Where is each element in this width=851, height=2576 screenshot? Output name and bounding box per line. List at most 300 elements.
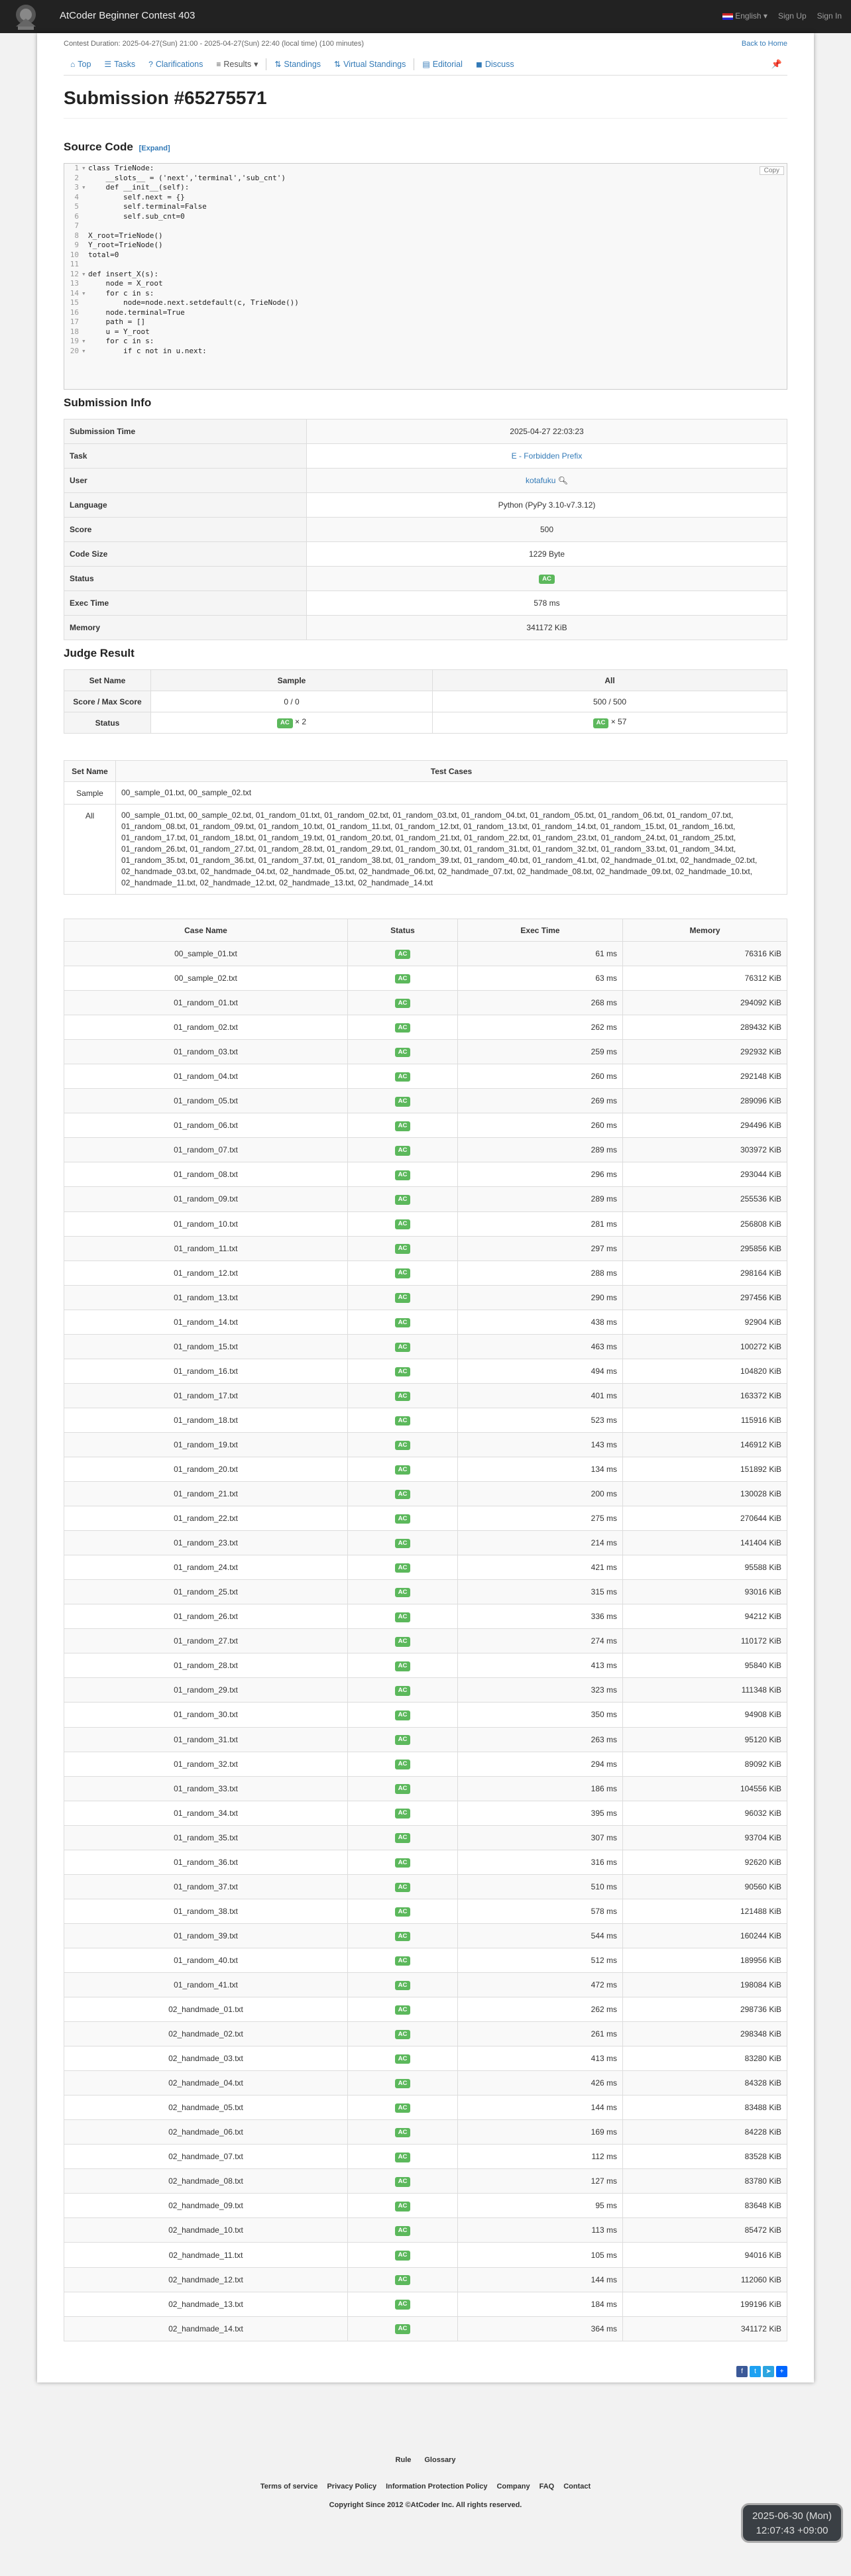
case-status: [348, 2169, 458, 2194]
case-exec-time: 261 ms: [458, 2022, 623, 2046]
case-memory: 256808 KiB: [623, 1211, 787, 1236]
status-badge: AC: [395, 1465, 411, 1475]
case-name: 01_random_06.txt: [64, 1113, 348, 1138]
fold-marker-icon[interactable]: [82, 202, 88, 212]
case-status: [348, 2316, 458, 2341]
case-exec-time: 512 ms: [458, 1948, 623, 1972]
case-status: [348, 1236, 458, 1260]
info-key: Task: [64, 444, 307, 469]
case-name: 02_handmade_01.txt: [64, 1997, 348, 2022]
language-label: English: [735, 11, 762, 21]
case-memory: 83648 KiB: [623, 2194, 787, 2218]
case-name: 02_handmade_12.txt: [64, 2267, 348, 2292]
case-exec-time: 316 ms: [458, 1850, 623, 1874]
judge-result-table: [64, 669, 787, 734]
task-link[interactable]: E - Forbidden Prefix: [511, 451, 583, 461]
clock-time: 12:07:43 +09:00: [756, 2525, 828, 2536]
status-badge: AC: [395, 1883, 411, 1892]
footer-link[interactable]: Company: [496, 2483, 530, 2491]
case-exec-time: 263 ms: [458, 1727, 623, 1752]
case-memory: 85472 KiB: [623, 2218, 787, 2243]
footer-links-secondary: [0, 2483, 851, 2491]
table-row: [64, 1064, 787, 1089]
source-code-heading: [64, 140, 170, 154]
code-text: self.next = {}: [88, 192, 185, 201]
code-line: [64, 308, 787, 318]
code-text: u = Y_root: [88, 327, 150, 336]
case-exec-time: 127 ms: [458, 2169, 623, 2194]
table-row: [64, 1113, 787, 1138]
case-exec-time: 95 ms: [458, 2194, 623, 2218]
title-divider: [64, 118, 787, 119]
line-number: 5: [74, 202, 79, 211]
case-memory: 89092 KiB: [623, 1752, 787, 1776]
case-name: 01_random_10.txt: [64, 1211, 348, 1236]
status-badge: AC: [395, 1612, 411, 1622]
tab-discuss[interactable]: [469, 60, 521, 69]
code-line: [64, 279, 787, 289]
fold-marker-icon[interactable]: ▾: [82, 183, 86, 192]
case-exec-time: 105 ms: [458, 2243, 623, 2267]
status-badge: AC: [395, 1907, 411, 1917]
fold-marker-icon[interactable]: ▾: [82, 346, 86, 355]
col-test-cases: Test Cases: [116, 761, 787, 782]
case-memory: 92620 KiB: [623, 1850, 787, 1874]
case-name: 01_random_18.txt: [64, 1408, 348, 1432]
language-selector[interactable]: English ▾: [722, 11, 767, 21]
code-text: total=0: [88, 250, 119, 259]
set-name-sample: Sample: [64, 782, 116, 805]
case-name: 02_handmade_09.txt: [64, 2194, 348, 2218]
case-name: 01_random_07.txt: [64, 1138, 348, 1162]
footer-link[interactable]: Information Protection Policy: [386, 2483, 488, 2491]
code-text: def __init__(self):: [88, 183, 190, 192]
case-memory: 289096 KiB: [623, 1089, 787, 1113]
case-name: 02_handmade_10.txt: [64, 2218, 348, 2243]
fold-marker-icon[interactable]: ▾: [82, 288, 86, 298]
table-row: [64, 1776, 787, 1801]
table-row: [64, 1703, 787, 1727]
col-all: All: [433, 670, 787, 691]
case-name: 02_handmade_02.txt: [64, 2022, 348, 2046]
case-exec-time: 336 ms: [458, 1604, 623, 1629]
table-row: [64, 1138, 787, 1162]
code-text: __slots__ = ('next','terminal','sub_cnt'): [88, 173, 286, 182]
info-key: Score: [64, 518, 307, 542]
code-text: node.terminal=True: [88, 308, 185, 317]
case-memory: 76316 KiB: [623, 942, 787, 966]
case-memory: 151892 KiB: [623, 1457, 787, 1481]
fold-marker-icon[interactable]: [82, 221, 88, 231]
code-line: [64, 241, 787, 251]
case-memory: 95588 KiB: [623, 1555, 787, 1580]
sort-icon: ⇅: [334, 59, 341, 69]
code-line: [64, 251, 787, 260]
case-status: [348, 1211, 458, 1236]
share-buttons: [736, 2366, 787, 2377]
tab-virtual-standings-label: Virtual Standings: [343, 59, 406, 69]
case-name: 01_random_15.txt: [64, 1334, 348, 1359]
case-status: [348, 942, 458, 966]
tab-standings[interactable]: [268, 60, 327, 69]
case-name: 01_random_27.txt: [64, 1629, 348, 1653]
case-status: [348, 2218, 458, 2243]
case-name: 01_random_36.txt: [64, 1850, 348, 1874]
fold-marker-icon[interactable]: [82, 327, 88, 337]
sign-in-link[interactable]: Sign In: [817, 11, 842, 21]
case-memory: 93016 KiB: [623, 1580, 787, 1604]
case-name: 01_random_20.txt: [64, 1457, 348, 1481]
contest-duration: Contest Duration: 2025-04-27(Sun) 21:00 - 2025-04-27(Sun) 22:40 (local time) (100 minutes): [64, 40, 365, 48]
code-line: [64, 202, 787, 212]
contest-title[interactable]: AtCoder Beginner Contest 403: [60, 10, 196, 21]
table-row: [64, 1089, 787, 1113]
fold-marker-icon[interactable]: [82, 212, 88, 222]
case-status: [348, 1604, 458, 1629]
case-memory: 303972 KiB: [623, 1138, 787, 1162]
table-row: [64, 1187, 787, 1211]
status-badge: AC: [395, 1932, 411, 1941]
submission-info-table: [64, 419, 787, 640]
case-memory: 84228 KiB: [623, 2120, 787, 2145]
fold-marker-icon[interactable]: ▾: [82, 337, 86, 345]
search-icon[interactable]: 🔍︎: [557, 476, 568, 485]
share-plus-icon[interactable]: +: [776, 2366, 787, 2377]
table-row: [64, 1899, 787, 1923]
info-key: Memory: [64, 616, 307, 640]
status-badge: AC: [395, 1293, 411, 1302]
line-number: 19: [70, 337, 79, 345]
footer-link[interactable]: Rule: [395, 2456, 412, 2464]
table-row: [64, 1236, 787, 1260]
page-title: Submission #65275571: [64, 87, 267, 108]
status-badge: AC: [395, 1760, 411, 1769]
submission-info-heading: Submission Info: [64, 396, 152, 409]
tab-results-label: Results: [223, 59, 252, 69]
table-row: [64, 1825, 787, 1850]
code-text: Y_root=TrieNode(): [88, 241, 163, 249]
table-row: [64, 1850, 787, 1874]
case-memory: 297456 KiB: [623, 1285, 787, 1310]
fold-marker-icon[interactable]: [82, 174, 88, 184]
table-row: [64, 1752, 787, 1776]
case-memory: 160244 KiB: [623, 1923, 787, 1948]
case-status: [348, 1187, 458, 1211]
sign-up-link[interactable]: Sign Up: [777, 11, 807, 21]
tab-virtual-standings[interactable]: [327, 60, 412, 69]
status-badge: AC: [395, 1490, 411, 1499]
case-exec-time: 294 ms: [458, 1752, 623, 1776]
fold-marker-icon[interactable]: ▾: [82, 269, 86, 278]
footer-link[interactable]: Privacy Policy: [327, 2483, 377, 2491]
code-lines: [64, 164, 787, 356]
case-exec-time: 143 ms: [458, 1432, 623, 1457]
fold-marker-icon[interactable]: [82, 231, 88, 241]
case-status: [348, 1089, 458, 1113]
line-number: 6: [74, 211, 79, 221]
case-status: [348, 2267, 458, 2292]
tasks-icon: ☰: [104, 59, 112, 69]
case-exec-time: 395 ms: [458, 1801, 623, 1825]
footer-link[interactable]: Glossary: [424, 2456, 456, 2464]
code-line: [64, 221, 787, 231]
case-exec-time: 113 ms: [458, 2218, 623, 2243]
table-row: [64, 1874, 787, 1899]
line-number: 8: [74, 231, 79, 240]
fold-marker-icon[interactable]: [82, 279, 88, 289]
status-badge: AC: [395, 2153, 411, 2162]
case-memory: 83780 KiB: [623, 2169, 787, 2194]
case-exec-time: 523 ms: [458, 1408, 623, 1432]
case-memory: 146912 KiB: [623, 1432, 787, 1457]
table-row: [64, 1629, 787, 1653]
row-status-label: Status: [64, 712, 151, 734]
case-name: 02_handmade_07.txt: [64, 2145, 348, 2169]
code-line: [64, 317, 787, 327]
case-exec-time: 438 ms: [458, 1310, 623, 1334]
case-status: [348, 2071, 458, 2096]
case-exec-time: 323 ms: [458, 1678, 623, 1703]
case-status: [348, 1972, 458, 1997]
case-exec-time: 281 ms: [458, 1211, 623, 1236]
copyright: Copyright Since 2012 ©AtCoder Inc. All rights reserved.: [329, 2501, 522, 2509]
test-cases-body: [64, 942, 787, 2341]
case-name: 01_random_12.txt: [64, 1260, 348, 1285]
case-status: [348, 1334, 458, 1359]
facebook-icon[interactable]: f: [736, 2366, 748, 2377]
submission-time: 2025-04-27 22:03:23: [307, 420, 787, 444]
status-badge: AC: [395, 2202, 411, 2211]
status-badge: AC: [539, 575, 555, 584]
case-memory: 292932 KiB: [623, 1040, 787, 1064]
case-name: 01_random_13.txt: [64, 1285, 348, 1310]
tab-tasks[interactable]: [97, 60, 142, 69]
tab-editorial[interactable]: [416, 60, 469, 69]
status-badge: AC: [395, 1170, 411, 1180]
case-exec-time: 289 ms: [458, 1138, 623, 1162]
code-line: [64, 260, 787, 270]
case-status: [348, 1801, 458, 1825]
memory-value: 341172 KiB: [307, 616, 787, 640]
code-line: [64, 231, 787, 241]
info-key: Status: [64, 567, 307, 591]
list-icon: ≡: [216, 59, 221, 69]
source-code-block[interactable]: [64, 163, 787, 390]
main-panel: [37, 33, 814, 2382]
case-name: 02_handmade_03.txt: [64, 2046, 348, 2071]
info-key: User: [64, 469, 307, 493]
tab-editorial-label: Editorial: [432, 59, 463, 69]
case-exec-time: 169 ms: [458, 2120, 623, 2145]
home-icon: ⌂: [70, 59, 76, 69]
line-number: 2: [74, 173, 79, 182]
code-text: node = X_root: [88, 279, 163, 288]
case-memory: 95120 KiB: [623, 1727, 787, 1752]
set-name-all: All: [64, 805, 116, 895]
line-number: 12: [70, 269, 79, 278]
footer-link[interactable]: Terms of service: [260, 2483, 318, 2491]
exec-time-value: 578 ms: [307, 591, 787, 616]
footer-link[interactable]: FAQ: [539, 2483, 555, 2491]
case-memory: 141404 KiB: [623, 1531, 787, 1555]
table-row: [64, 2267, 787, 2292]
fold-marker-icon[interactable]: ▾: [82, 164, 86, 172]
status-badge: AC: [395, 1343, 411, 1352]
case-status: [348, 1408, 458, 1432]
case-exec-time: 134 ms: [458, 1457, 623, 1481]
fold-marker-icon[interactable]: [82, 260, 88, 270]
case-status: [348, 1874, 458, 1899]
code-line: [64, 193, 787, 203]
case-memory: 93704 KiB: [623, 1825, 787, 1850]
table-row: [64, 1482, 787, 1506]
language-value: Python (PyPy 3.10-v7.3.12): [307, 493, 787, 518]
sample-count: × 2: [295, 717, 307, 727]
status-badge: AC: [395, 1588, 411, 1597]
case-exec-time: 364 ms: [458, 2316, 623, 2341]
fold-marker-icon[interactable]: [82, 241, 88, 251]
case-memory: 198084 KiB: [623, 1972, 787, 1997]
case-name: 01_random_04.txt: [64, 1064, 348, 1089]
table-row: [64, 1457, 787, 1481]
case-name: 01_random_30.txt: [64, 1703, 348, 1727]
table-row: [64, 1383, 787, 1408]
case-memory: 270644 KiB: [623, 1506, 787, 1531]
case-exec-time: 144 ms: [458, 2267, 623, 2292]
table-row: [64, 1997, 787, 2022]
case-name: 00_sample_01.txt: [64, 942, 348, 966]
user-link[interactable]: kotafuku: [526, 476, 556, 485]
status-badge: AC: [395, 2054, 411, 2064]
case-memory: 94908 KiB: [623, 1703, 787, 1727]
test-cases-table: [64, 919, 787, 2341]
tab-top[interactable]: [64, 60, 97, 69]
table-row: [64, 1260, 787, 1285]
status-badge: AC: [395, 2128, 411, 2137]
table-row: [64, 1653, 787, 1678]
pin-icon[interactable]: 📌: [771, 58, 782, 69]
fold-marker-icon[interactable]: [82, 308, 88, 318]
case-memory: 76312 KiB: [623, 966, 787, 991]
source-code-heading-text: Source Code: [64, 140, 133, 153]
case-exec-time: 200 ms: [458, 1482, 623, 1506]
table-row: [64, 1923, 787, 1948]
case-status: [348, 1482, 458, 1506]
case-name: 02_handmade_13.txt: [64, 2292, 348, 2316]
case-name: 01_random_03.txt: [64, 1040, 348, 1064]
line-number: 17: [70, 317, 79, 326]
status-badge: AC: [395, 2079, 411, 2088]
info-key: Submission Time: [64, 420, 307, 444]
code-line: [64, 347, 787, 357]
case-name: 01_random_39.txt: [64, 1923, 348, 1948]
code-line: [64, 337, 787, 347]
code-text: def insert_X(s):: [88, 269, 158, 278]
fold-marker-icon[interactable]: [82, 251, 88, 260]
tab-clarifications[interactable]: [142, 60, 209, 69]
case-status: [348, 2292, 458, 2316]
case-memory: 298348 KiB: [623, 2022, 787, 2046]
case-exec-time: 262 ms: [458, 1997, 623, 2022]
status-badge: AC: [395, 1268, 411, 1278]
case-memory: 294092 KiB: [623, 991, 787, 1015]
case-status: [348, 2145, 458, 2169]
col-exec-time: Exec Time: [458, 919, 623, 942]
status-badge: AC: [395, 1735, 411, 1744]
table-row: [64, 1408, 787, 1432]
code-line: [64, 327, 787, 337]
line-number: 9: [74, 241, 79, 249]
case-status: [348, 2120, 458, 2145]
case-name: 01_random_21.txt: [64, 1482, 348, 1506]
case-memory: 94212 KiB: [623, 1604, 787, 1629]
table-row: [64, 2096, 787, 2120]
case-status: [348, 1015, 458, 1040]
status-badge: AC: [395, 1367, 411, 1376]
twitter-icon[interactable]: t: [750, 2366, 761, 2377]
code-text: X_root=TrieNode(): [88, 231, 163, 240]
case-memory: 104820 KiB: [623, 1359, 787, 1383]
case-exec-time: 288 ms: [458, 1260, 623, 1285]
case-status: [348, 2243, 458, 2267]
case-name: 01_random_19.txt: [64, 1432, 348, 1457]
case-status: [348, 1555, 458, 1580]
case-name: 02_handmade_04.txt: [64, 2071, 348, 2096]
case-status: [348, 1506, 458, 1531]
case-exec-time: 262 ms: [458, 1015, 623, 1040]
telegram-icon[interactable]: ➤: [763, 2366, 774, 2377]
contest-nav: [64, 53, 787, 76]
code-text: for c in s:: [88, 337, 154, 345]
back-to-home-link[interactable]: Back to Home: [741, 40, 787, 48]
fold-marker-icon[interactable]: [82, 298, 88, 308]
case-name: 01_random_05.txt: [64, 1089, 348, 1113]
fold-marker-icon[interactable]: [82, 317, 88, 327]
info-key: Exec Time: [64, 591, 307, 616]
copy-button[interactable]: Copy: [760, 166, 784, 175]
case-status: [348, 2194, 458, 2218]
case-status: [348, 966, 458, 991]
col-set-name: Set Name: [64, 670, 151, 691]
case-exec-time: 297 ms: [458, 1236, 623, 1260]
case-memory: 100272 KiB: [623, 1334, 787, 1359]
line-number: 10: [70, 250, 79, 259]
table-row: [64, 1015, 787, 1040]
table-row: [64, 1948, 787, 1972]
status-badge: AC: [395, 1146, 411, 1155]
case-memory: 83528 KiB: [623, 2145, 787, 2169]
status-badge: AC: [395, 2226, 411, 2235]
code-text: for c in s:: [88, 288, 154, 298]
case-exec-time: 296 ms: [458, 1162, 623, 1187]
case-memory: 199196 KiB: [623, 2292, 787, 2316]
status-badge: AC: [395, 2324, 411, 2333]
case-memory: 83280 KiB: [623, 2046, 787, 2071]
table-row: [64, 1555, 787, 1580]
case-memory: 255536 KiB: [623, 1187, 787, 1211]
case-name: 01_random_34.txt: [64, 1801, 348, 1825]
tab-discuss-label: Discuss: [484, 59, 514, 69]
case-name: 01_random_11.txt: [64, 1236, 348, 1260]
fold-marker-icon[interactable]: [82, 193, 88, 203]
atcoder-logo[interactable]: [9, 1, 42, 32]
footer-link[interactable]: Contact: [563, 2483, 591, 2491]
status-badge: AC: [395, 1244, 411, 1253]
case-name: 01_random_22.txt: [64, 1506, 348, 1531]
tab-results[interactable]: ≡ Results ▾: [216, 59, 258, 69]
expand-link[interactable]: [Expand]: [139, 144, 170, 152]
case-memory: 121488 KiB: [623, 1899, 787, 1923]
